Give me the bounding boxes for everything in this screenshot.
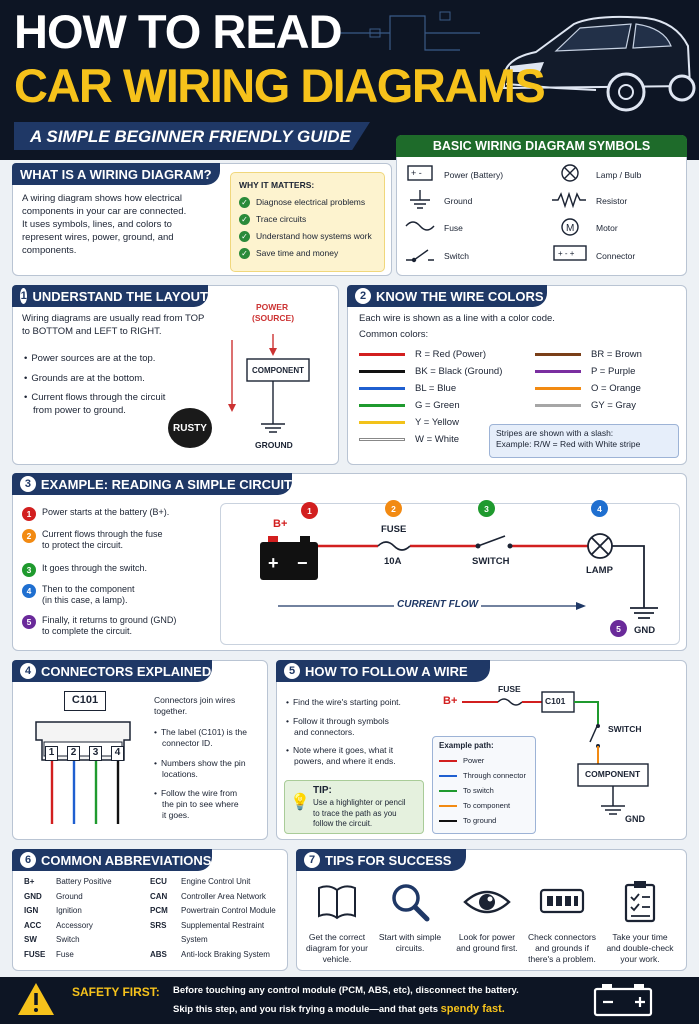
check-icon: ✓ (239, 197, 250, 208)
path-label: Power (463, 756, 485, 765)
ground-label: GROUND (255, 440, 293, 450)
abbrev-meaning: Anti-lock Braking System (181, 949, 270, 959)
svg-text:+ -: + - (411, 168, 422, 178)
path-swatch (439, 820, 457, 822)
marker-4: 4 (591, 500, 608, 517)
layout-bullet: • Current flows through the circuit (24, 391, 165, 404)
warning-icon (16, 981, 56, 1017)
battery-icon (592, 982, 654, 1018)
rusty-logo: RUSTY (168, 408, 212, 448)
batt-minus-sign: − (297, 553, 308, 573)
step-number-badge: 5 (22, 615, 36, 629)
wire-swatch (535, 353, 581, 356)
pin-4: 4 (111, 746, 124, 761)
wire-swatch (359, 353, 405, 356)
path-swatch (439, 775, 457, 777)
layout-diagram (220, 300, 335, 460)
wire-swatch (359, 421, 405, 424)
step-text (42, 563, 147, 577)
follow-switch: SWITCH (608, 724, 642, 734)
why-item: ✓ Diagnose electrical problems (239, 197, 376, 208)
wire-colors-intro: Each wire is shown as a line with a color code. (359, 313, 555, 324)
connector-icon (537, 880, 587, 924)
path-row (439, 768, 529, 783)
why-it-matters-box (230, 172, 385, 272)
what-is-body: A wiring diagram shows how electrical components in your car are connected. It uses symbols, lines, and colors to represent wires, power, ground, and components. (22, 193, 187, 256)
bplus-label: B+ (273, 518, 288, 530)
page-title-line2: CAR WIRING DIAGRAMS (14, 59, 545, 112)
svg-text:+ - +: + - + (558, 249, 575, 258)
example-path-box: Example path: Power Through connector To switch To component To ground (432, 736, 536, 834)
abbrev-row (150, 935, 276, 950)
check-icon: ✓ (239, 231, 250, 242)
symbol-label-switch: Switch (444, 251, 470, 261)
page-title-line1: HOW TO READ (14, 5, 342, 58)
follow-wire-header: 5 HOW TO FOLLOW A WIRE (276, 660, 490, 682)
connector-text: Connectors join wires together. (154, 695, 236, 716)
layout-bullet: • Power sources are at the top. (24, 352, 155, 365)
abbrev-meaning: Engine Control Unit (181, 877, 251, 886)
abbrev-meaning: Ground (56, 891, 83, 901)
abbrev-meaning: Powertrain Control Module (181, 906, 276, 915)
wire-colors-common: Common colors: (359, 329, 429, 340)
source-label: (SOURCE) (252, 313, 295, 323)
symbol-label-power: Power (Battery) (444, 170, 504, 180)
step-number-badge: 4 (22, 584, 36, 598)
step-line: Current flows through the fuse (42, 529, 163, 539)
circuit-header: 3 EXAMPLE: READING A SIMPLE CIRCUIT (12, 473, 292, 495)
why-item: ✓ Understand how systems work (239, 231, 376, 242)
wire-color-label: BK = Black (Ground) (415, 366, 503, 377)
check-icon: ✓ (239, 248, 250, 259)
abbrev-code: PCM (150, 906, 168, 915)
symbol-label-lamp: Lamp / Bulb (596, 170, 642, 180)
current-flow-label: CURRENT FLOW (394, 599, 481, 610)
step-line: (in this case, a lamp). (42, 595, 128, 605)
tips-header: 7 TIPS FOR SUCCESS (296, 849, 466, 871)
abbrev-row (24, 921, 112, 936)
wire-color-row (359, 346, 502, 363)
switch-label: SWITCH (472, 556, 510, 567)
abbrev-meaning: Switch (56, 935, 80, 944)
amp-label: 10A (384, 556, 402, 567)
symbol-label-fuse: Fuse (444, 223, 463, 233)
layout-bullet-cont: from power to ground. (33, 405, 126, 416)
wire-color-label: G = Green (415, 400, 460, 411)
abbrev-meaning: Accessory (56, 920, 93, 930)
marker-2: 2 (385, 500, 402, 517)
tip-card: Take your time and double-check your work. (600, 876, 680, 968)
connector-bullet: • Numbers show the pin locations. (154, 758, 266, 780)
abbrev-code: SRS (150, 920, 167, 930)
abbrev-code: SW (24, 935, 37, 944)
follow-c101: C101 (545, 696, 566, 706)
symbol-label-connector: Connector (596, 251, 636, 261)
wire-color-row (535, 380, 642, 397)
tip-card: Look for power and ground first. (447, 876, 527, 968)
path-row (439, 753, 529, 768)
tip-title: TIP: (313, 785, 332, 796)
abbrev-row (150, 906, 276, 921)
wire-color-row (359, 431, 502, 448)
wire-color-row (359, 397, 502, 414)
wire-color-row (359, 414, 502, 431)
wire-colors-right (535, 346, 642, 414)
circuit-step (22, 584, 135, 606)
abbrev-row (150, 950, 276, 965)
pin-1: 1 (45, 746, 58, 761)
wire-color-label: BL = Blue (415, 383, 457, 394)
abbrev-code: IGN (24, 906, 39, 915)
abbrev-meaning: Battery Positive (56, 877, 112, 886)
path-list (439, 753, 529, 828)
follow-component: COMPONENT (585, 769, 641, 779)
abbrev-meaning: Supplemental Restraint (181, 920, 265, 930)
layout-bullet: • Grounds are at the bottom. (24, 372, 145, 385)
abbrev-row (150, 892, 276, 907)
wire-color-label: Y = Yellow (415, 417, 459, 428)
abbrev-header: 6 COMMON ABBREVIATIONS (12, 849, 212, 871)
safety-line2: Skip this step, and you risk frying a module—and that gets spendy fast. (173, 1003, 505, 1015)
why-title: WHY IT MATTERS: (239, 180, 315, 190)
abbrev-row (24, 950, 112, 965)
batt-plus-sign: + (268, 553, 279, 573)
why-item: ✓ Save time and money (239, 248, 376, 259)
abbrev-row (24, 935, 112, 950)
marker-5: 5 (610, 620, 627, 637)
what-is-header: WHAT IS A WIRING DIAGRAM? (12, 163, 220, 185)
symbols-icons (400, 160, 685, 272)
tip-card: Check connectors and grounds if there's a problem. (522, 876, 602, 968)
abbrev-meaning: Fuse (56, 949, 74, 959)
symbol-label-ground: Ground (444, 196, 473, 206)
tip-card: Start with simple circuits. (370, 876, 450, 968)
abbrev-code (150, 935, 181, 950)
wire-swatch (359, 438, 405, 441)
wire-color-row (535, 346, 642, 363)
abbrev-row (24, 877, 112, 892)
follow-bplus: B+ (443, 695, 458, 707)
abbrev-code: GND (24, 891, 42, 901)
marker-3: 3 (478, 500, 495, 517)
path-swatch (439, 790, 457, 792)
wire-swatch (359, 404, 405, 407)
wire-color-row (535, 397, 642, 414)
circuit-step (22, 507, 169, 521)
wire-color-row (535, 363, 642, 380)
connector-bullet: • The label (C101) is the connector ID. (154, 727, 266, 749)
follow-bullet: • Find the wire's starting point. (286, 697, 401, 708)
wire-swatch (535, 404, 581, 407)
tip-text: Use a highlighter or pencil to trace the path as you follow the circuit. (313, 798, 406, 828)
wire-colors-left (359, 346, 502, 448)
lightbulb-icon: 💡 (290, 794, 310, 811)
step-line: to complete the circuit. (42, 626, 133, 636)
step-number-badge: 3 (22, 563, 36, 577)
step-line: to protect the circuit. (42, 540, 124, 550)
svg-text:M: M (566, 223, 575, 234)
wire-color-label: O = Orange (591, 383, 641, 394)
abbrev-code: CAN (150, 891, 168, 901)
wire-color-row (359, 363, 502, 380)
connector-label: C101 (64, 691, 106, 711)
fuse-label: FUSE (381, 524, 407, 535)
header-circuit-lines (330, 8, 510, 58)
abbrev-row (150, 877, 276, 892)
wire-color-label: BR = Brown (591, 349, 642, 360)
circuit-step (22, 563, 147, 577)
path-swatch (439, 805, 457, 807)
layout-header: 1 UNDERSTAND THE LAYOUT (12, 285, 208, 307)
wire-color-row (359, 380, 502, 397)
symbols-header: BASIC WIRING DIAGRAM SYMBOLS (396, 135, 687, 157)
path-row (439, 783, 529, 798)
step-text (42, 529, 163, 551)
power-label: POWER (256, 302, 289, 312)
circuit-step (22, 529, 163, 551)
abbrev-meaning: System (181, 935, 208, 944)
lamp-label: LAMP (586, 565, 613, 576)
magnifier-icon (388, 880, 432, 924)
abbrev-row (24, 892, 112, 907)
step-text (42, 507, 169, 521)
page-subtitle: A SIMPLE BEGINNER FRIENDLY GUIDE (30, 127, 351, 146)
path-label: To switch (463, 786, 494, 795)
step-line: It goes through the switch. (42, 563, 148, 573)
follow-bullet: • Follow it through symbols and connectors. (286, 716, 389, 738)
abbrev-meaning: Controller Area Network (181, 891, 266, 901)
abbrev-right (150, 877, 276, 964)
path-label: To component (463, 801, 511, 810)
abbrev-meaning: Ignition (56, 906, 82, 915)
wire-swatch (535, 370, 581, 373)
safety-line1: Before touching any control module (PCM, ABS, etc), disconnect the battery. (173, 985, 519, 996)
abbrev-row (150, 921, 276, 936)
marker-1: 1 (301, 502, 318, 519)
path-swatch (439, 760, 457, 762)
gnd-label: GND (634, 625, 656, 636)
abbrev-code: ECU (150, 877, 167, 886)
abbrev-code: ACC (24, 920, 42, 930)
checklist-icon (620, 879, 660, 925)
why-item: ✓ Trace circuits (239, 214, 376, 225)
stripe-note: Stripes are shown with a slash: Example: R/W = Red with White stripe (489, 424, 679, 458)
book-icon (315, 882, 359, 922)
abbrev-code: B+ (24, 877, 35, 886)
step-line: Finally, it returns to ground (GND) (42, 615, 177, 625)
connectors-header: 4 CONNECTORS EXPLAINED (12, 660, 212, 682)
layout-intro: Wiring diagrams are usually read from TOP to BOTTOM and LEFT to RIGHT. (22, 313, 205, 337)
follow-bullet: • Note where it goes, what it powers, and where it ends. (286, 745, 396, 767)
check-icon: ✓ (239, 214, 250, 225)
path-row (439, 798, 529, 813)
abbrev-code: ABS (150, 949, 167, 959)
path-row (439, 813, 529, 828)
step-line: Power starts at the battery (B+). (42, 507, 170, 517)
step-text (42, 615, 176, 637)
symbol-label-motor: Motor (596, 223, 618, 233)
component-label: COMPONENT (252, 366, 304, 375)
abbrev-row (24, 906, 112, 921)
path-label: Through connector (463, 771, 526, 780)
connector-bullet: • Follow the wire from the pin to see where it goes. (154, 788, 266, 821)
wire-swatch (359, 387, 405, 390)
abbrev-code: FUSE (24, 949, 46, 959)
symbol-label-resistor: Resistor (596, 196, 628, 206)
safety-title: SAFETY FIRST: (72, 985, 160, 999)
tip-card: Get the correct diagram for your vehicle. (297, 876, 377, 968)
abbrev-left (24, 877, 112, 964)
wire-color-label: P = Purple (591, 366, 636, 377)
pin-2: 2 (67, 746, 80, 761)
step-number-badge: 1 (22, 507, 36, 521)
path-label: To ground (463, 816, 497, 825)
circuit-step (22, 615, 176, 637)
wire-swatch (359, 370, 405, 373)
connector-diagram (28, 712, 138, 830)
eye-icon (462, 880, 512, 924)
step-text (42, 584, 135, 606)
follow-gnd: GND (625, 814, 645, 824)
step-number-badge: 2 (22, 529, 36, 543)
pin-3: 3 (89, 746, 102, 761)
follow-fuse: FUSE (498, 684, 521, 694)
step-line: Then to the component (42, 584, 135, 594)
wire-colors-header: 2 KNOW THE WIRE COLORS (347, 285, 547, 307)
wire-swatch (535, 387, 581, 390)
wire-color-label: W = White (415, 434, 460, 445)
wire-color-label: R = Red (Power) (415, 349, 487, 360)
wire-color-label: GY = Gray (591, 400, 636, 411)
